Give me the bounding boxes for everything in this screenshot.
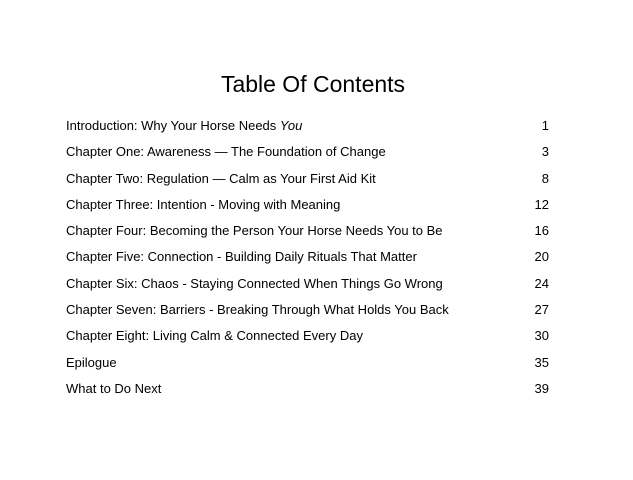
toc-entry xyxy=(66,274,549,300)
toc-entry-text: Chapter Eight: Living Calm & Connected Every Day xyxy=(66,328,363,344)
toc-entry-text: Chapter Six: Chaos - Staying Connected When Things Go Wrong xyxy=(66,275,443,291)
toc-entry-page-number: 8 xyxy=(541,170,549,186)
toc-entry-text: Chapter Five: Connection - Building Daily Rituals That Matter xyxy=(66,249,417,265)
toc-entry-text: Chapter Two: Regulation — Calm as Your First Aid Kit xyxy=(66,170,376,186)
toc-entry-label xyxy=(66,247,417,267)
toc-entry-label xyxy=(66,326,363,346)
toc-entry-label xyxy=(66,195,340,215)
toc-entry-emphasis: You xyxy=(279,118,303,133)
toc-entry xyxy=(66,169,549,195)
toc-entry xyxy=(66,326,549,352)
page-title: Table Of Contents xyxy=(220,71,406,98)
toc-entry-label xyxy=(66,169,376,189)
toc-entry-text: What to Do Next xyxy=(66,380,162,396)
toc-entry-label xyxy=(66,274,443,294)
toc-entry xyxy=(66,142,549,168)
toc-entry xyxy=(66,116,549,142)
toc-entry xyxy=(66,221,549,247)
toc-entry-text: Chapter Seven: Barriers - Breaking Through What Holds You Back xyxy=(66,302,449,318)
toc-entry-page-number: 27 xyxy=(534,302,549,318)
toc-entry-page-number: 3 xyxy=(541,144,549,160)
toc-entry-label xyxy=(66,353,117,373)
toc-entry-page-number: 24 xyxy=(534,275,549,291)
toc-entry-label xyxy=(66,142,386,162)
toc-entry-label xyxy=(66,221,443,241)
toc-entry xyxy=(66,247,549,273)
toc-entry-label xyxy=(66,379,161,399)
toc-entry xyxy=(66,353,549,379)
toc-entry-label xyxy=(66,300,449,320)
toc-entry-page-number: 30 xyxy=(534,328,549,344)
toc-list xyxy=(66,116,549,405)
toc-entry-text: Chapter One: Awareness — The Foundation of Change xyxy=(66,144,386,160)
toc-entry-page-number: 16 xyxy=(534,223,549,239)
toc-entry-page-number: 39 xyxy=(534,380,549,396)
toc-entry-text: Epilogue xyxy=(66,354,117,370)
toc-entry-text: Introduction: Why Your Horse Needs xyxy=(66,118,280,133)
toc-entry xyxy=(66,300,549,326)
toc-entry-page-number: 1 xyxy=(541,118,549,133)
toc-entry-text: Chapter Three: Intention - Moving with Meaning xyxy=(66,196,341,212)
toc-entry-page-number: 35 xyxy=(534,354,549,370)
toc-entry-label xyxy=(66,116,302,136)
toc-entry xyxy=(66,379,549,405)
toc-entry xyxy=(66,195,549,221)
toc-entry-page-number: 12 xyxy=(534,196,549,212)
toc-entry-page-number: 20 xyxy=(534,249,549,265)
toc-entry-text: Chapter Four: Becoming the Person Your Horse Needs You to Be xyxy=(66,223,443,239)
